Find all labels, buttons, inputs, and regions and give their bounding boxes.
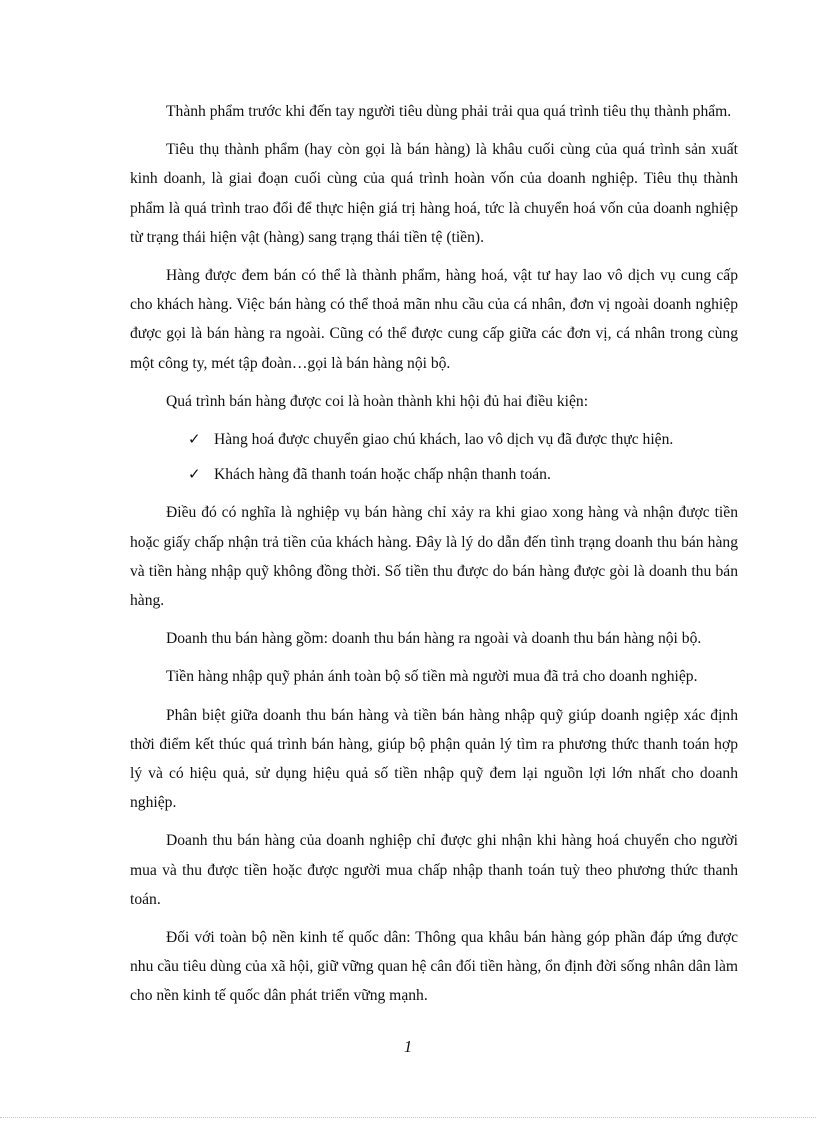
paragraph: Tiêu thụ thành phẩm (hay còn gọi là bán hàng) là khâu cuối cùng của quá trình sản xuất kinh doanh, là giai đoạn cuối cùng của quá trình hoàn vốn của doanh nghiệp. Tiêu thụ thành phẩm là quá trình trao đổi để thực hiện giá trị hàng hoá, tức là chuyển hoá vốn của doanh nghiệp từ trạng thái hiện vật (hàng) sang trạng thái tiền tệ (tiền). bbox=[130, 141, 738, 246]
paragraph: Hàng được đem bán có thể là thành phẩm, hàng hoá, vật tư hay lao vô dịch vụ cung cấp cho khách hàng. Việc bán hàng có thể thoả mãn nhu cầu của cá nhân, đơn vị ngoài doanh nghiệp được gọi là bán hàng ra ngoài. Cũng có thể được cung cấp giữa các đơn vị, cá nhân trong cùng một công ty, mét tập đoàn…gọi là bán hàng nội bộ. bbox=[130, 267, 738, 372]
checkmark-icon: ✓ bbox=[188, 430, 201, 449]
paragraph: Đối với toàn bộ nền kinh tế quốc dân: Thông qua khâu bán hàng góp phần đáp ứng được nhu cầu tiêu dùng của xã hội, giữ vững quan hệ cân đối tiền hàng, ổn định đời sống nhân dân làm cho nền kinh tế quốc dân phát triển vững mạnh. bbox=[130, 929, 738, 1005]
checkmark-icon: ✓ bbox=[188, 465, 201, 484]
paragraph: Doanh thu bán hàng của doanh nghiệp chỉ được ghi nhận khi hàng hoá chuyển cho người mua và thu được tiền hoặc được người mua chấp nhập thanh toán tuỳ theo phương thức thanh toán. bbox=[130, 832, 738, 908]
paragraph: Thành phẩm trước khi đến tay người tiêu dùng phải trải qua quá trình tiêu thụ thành phẩm. bbox=[166, 103, 732, 120]
paragraph: Doanh thu bán hàng gồm: doanh thu bán hàng ra ngoài và doanh thu bán hàng nội bộ. bbox=[166, 630, 702, 648]
paragraph: Phân biệt giữa doanh thu bán hàng và tiền bán hàng nhập quỹ giúp doanh ngiệp xác định thời điểm kết thúc quá trình bán hàng, giúp bộ phận quản lý tìm ra phương thức thanh toán hợp lý và có hiệu quả, sử dụng hiệu quả số tiền nhập quỹ đem lại nguồn lợi lớn nhất cho doanh nghiệp. bbox=[130, 706, 738, 812]
paragraph: Điều đó có nghĩa là nghiệp vụ bán hàng chỉ xảy ra khi giao xong hàng và nhận được tiền hoặc giấy chấp nhận trả tiền của khách hàng. Đây là lý do dẫn đến tình trạng doanh thu bán hàng và tiền hàng nhập quỹ không đồng thời. Số tiền thu được do bán hàng được gòi là doanh thu bán hàng. bbox=[130, 504, 738, 610]
document-body bbox=[130, 97, 738, 1020]
page-bottom-divider bbox=[0, 1117, 816, 1118]
page-number: 1 bbox=[403, 1037, 413, 1056]
list-item-text: Khách hàng đã thanh toán hoặc chấp nhận thanh toán. bbox=[214, 466, 551, 484]
list-item bbox=[130, 460, 738, 489]
list-item-text: Hàng hoá được chuyển giao chú khách, lao vô dịch vụ đã được thực hiện. bbox=[214, 431, 674, 449]
paragraph: Tiền hàng nhập quỹ phản ánh toàn bộ số tiền mà người mua đã trả cho doanh nghiệp. bbox=[166, 668, 698, 686]
condition-list bbox=[130, 425, 738, 489]
list-item bbox=[130, 425, 738, 454]
paragraph: Quá trình bán hàng được coi là hoàn thành khi hội đủ hai điều kiện: bbox=[166, 392, 589, 410]
